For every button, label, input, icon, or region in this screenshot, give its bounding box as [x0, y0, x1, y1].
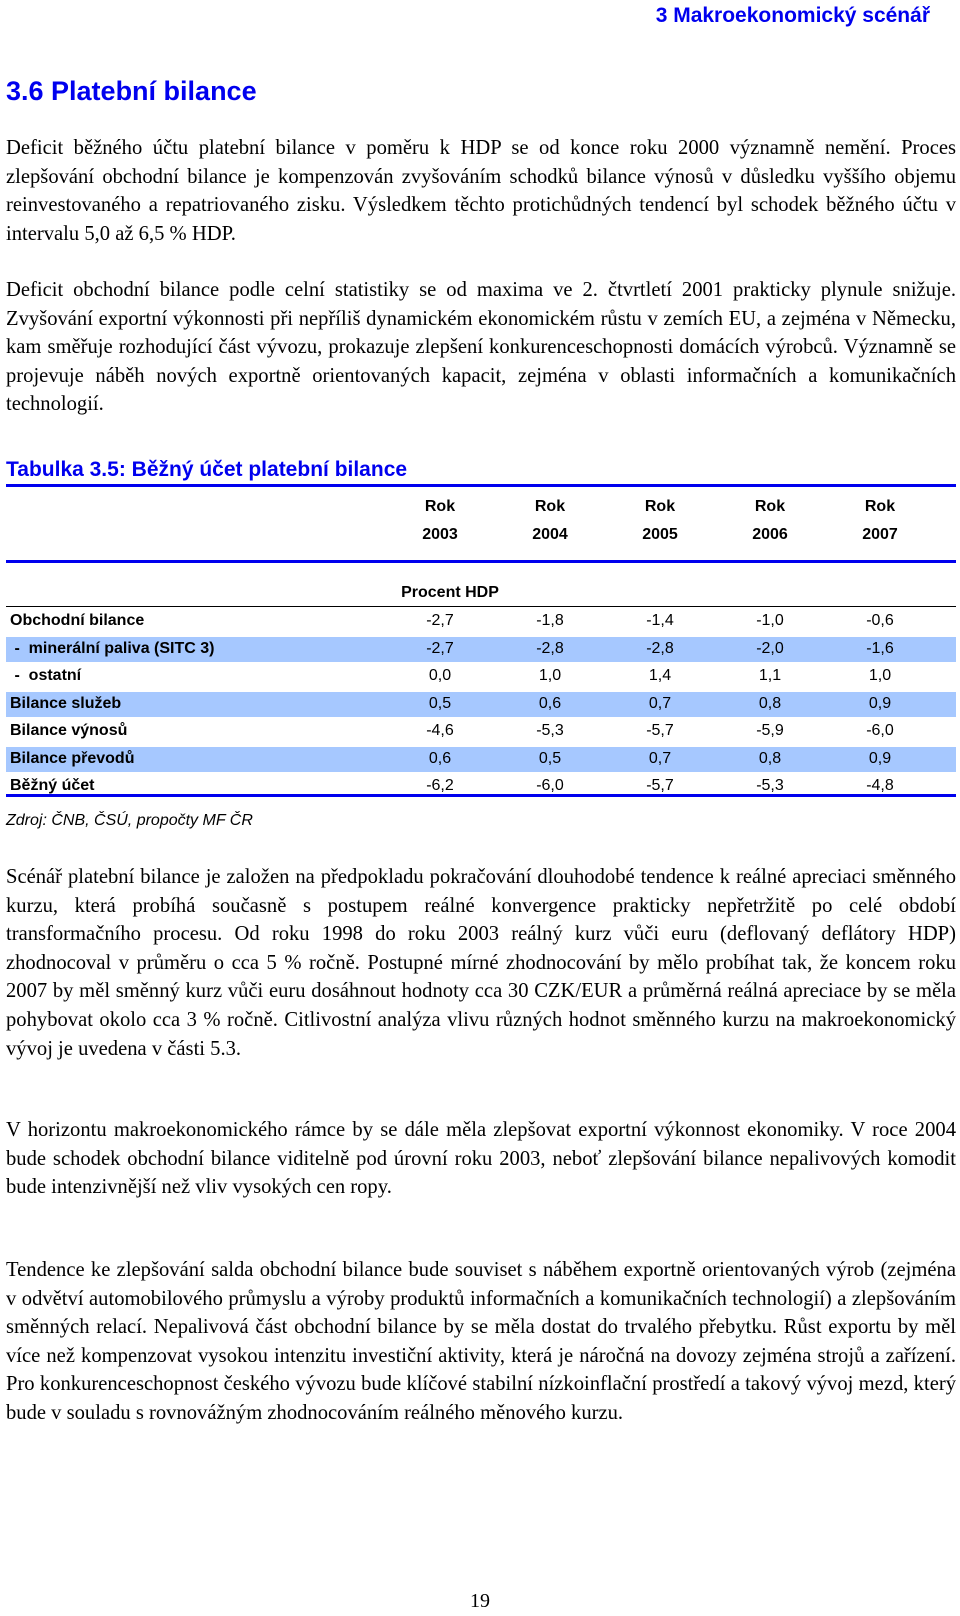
table-cell: -5,9 [756, 722, 784, 739]
table-row [6, 664, 956, 689]
table-cell: 0,6 [538, 694, 562, 712]
column-header-year: 2006 [752, 526, 788, 543]
table-cell: -1,8 [536, 612, 564, 629]
paragraph-exchange-rate: Scénář platební bilance je založen na předpokladu pokračování dlouhodobé tendence k reálné apreciaci směnného kurzu, která probíhá současně s postupem reálné konvergence prakticky nepřetržitě po celé období transformačního procesu. Od roku 1998 do roku 2003 reálný kurz vůči euru (deflovaný deflátory HDP) zhodnocoval v průměru o cca 5 % ročně. Postupné mírné zhodnocování by mělo probíhat tak, že koncem roku 2007 by měl směnný kurz vůči euru dosáhnout hodnoty cca 30 CZK/EUR a průměrná reálná apreciace by se měla pohybovat okolo cca 3 % ročně. Citlivostní analýza vlivu různých hodnot směnného kurzu na makroekonomický vývoj je uvedena v části 5.3. [6, 866, 956, 1060]
table-bottom-rule [6, 794, 956, 797]
paragraph-trade-balance: Deficit obchodní bilance podle celní statistiky se od maxima ve 2. čtvrtletí 2001 prakticky plynule snižuje. Zvyšování exportní výkonnosti při nepříliš dynamickém ekonomickém růstu v zemích EU, a zejména v Německu, kam směřuje rozhodující část vývozu, prokazuje zlepšení konkurenceschopnosti domácích výrobců. Významně se projevuje náběh nových exportně orientovaných kapacit, zejména v oblasti informačních a komunikačních technologií. [6, 279, 956, 416]
table-cell: -2,7 [426, 639, 454, 657]
row-label: Bilance převodů [10, 749, 135, 767]
table-cell: -5,7 [646, 722, 674, 739]
column-header-year: 2005 [642, 526, 678, 543]
table-cell: -5,3 [756, 777, 784, 794]
table-cell: 0,6 [428, 749, 452, 767]
table-row [6, 747, 956, 772]
table-cell: -6,0 [536, 777, 564, 794]
column-header-year: 2003 [422, 526, 458, 543]
row-label: Bilance výnosů [10, 722, 128, 739]
table-cell: 0,7 [648, 694, 672, 712]
table-row [6, 719, 956, 744]
table-cell: -1,4 [646, 612, 674, 629]
page-number: 19 [470, 1590, 490, 1612]
table-row [6, 692, 956, 717]
row-label: Běžný účet [10, 777, 95, 794]
row-label: Bilance služeb [10, 694, 122, 712]
table-cell: 0,9 [868, 749, 892, 767]
table-cell: -6,2 [426, 777, 454, 794]
table-cell: 1,0 [868, 667, 892, 684]
row-label: - ostatní [10, 667, 82, 684]
table-header-rule [6, 560, 956, 563]
column-header-label: Rok [644, 498, 676, 515]
table-row [6, 609, 956, 634]
table-cell: -6,0 [866, 722, 894, 739]
chapter-title: 3 Makroekonomický scénář [655, 4, 930, 27]
table-cell: 0,8 [758, 749, 782, 767]
table-row [6, 637, 956, 662]
table-cell: -1,6 [866, 639, 894, 657]
column-header-year: 2007 [862, 526, 898, 543]
table-unit-rule [6, 606, 956, 607]
table-cell: -5,3 [536, 722, 564, 739]
column-header-label: Rok [424, 498, 456, 515]
table-cell: -2,8 [536, 639, 564, 657]
table-cell: -4,6 [426, 722, 454, 739]
table-top-rule [6, 484, 956, 487]
table-cell: -2,8 [646, 639, 674, 657]
table-cell: 0,0 [428, 667, 452, 684]
table-cell: 0,5 [538, 749, 562, 767]
column-header-year: 2004 [532, 526, 568, 543]
table-unit-label: Procent HDP [401, 584, 499, 601]
table-cell: -5,7 [646, 777, 674, 794]
table-cell: 1,0 [538, 667, 562, 684]
column-header-label: Rok [534, 498, 566, 515]
column-header-label: Rok [864, 498, 896, 515]
row-label: Obchodní bilance [10, 612, 145, 629]
table-cell: -2,0 [756, 639, 784, 657]
paragraph-export-performance: V horizontu makroekonomického rámce by se dále měla zlepšovat exportní výkonnost ekonomiky. V roce 2004 bude schodek obchodní bilance viditelně pod úrovní roku 2003, neboť zlepšování bilance nepalivových komodit bude intenzivnější než vliv vysokých cen ropy. [6, 1119, 956, 1199]
table-cell: 0,9 [868, 694, 892, 712]
paragraph-current-account: Deficit běžného účtu platební bilance v poměru k HDP se od konce roku 2000 významně nemění. Proces zlepšování obchodní bilance je kompenzován zvyšováním schodků bilance výnosů v důsledku vyššího objemu reinvestovaného a repatriovaného zisku. Výsledkem těchto protichůdných tendencí byl schodek běžného účtu v intervalu 5,0 až 6,5 % HDP. [6, 137, 956, 245]
table-cell: 1,4 [648, 667, 672, 684]
table-cell: 1,1 [758, 667, 782, 684]
table-cell: -0,6 [866, 612, 894, 629]
column-header-label: Rok [754, 498, 786, 515]
table-cell: 0,5 [428, 694, 452, 712]
table-cell: -1,0 [756, 612, 784, 629]
section-title: 3.6 Platební bilance [6, 76, 257, 106]
table-source: Zdroj: ČNB, ČSÚ, propočty MF ČR [6, 812, 253, 829]
table-cell: -2,7 [426, 612, 454, 629]
table-cell: 0,8 [758, 694, 782, 712]
table-cell: -4,8 [866, 777, 894, 794]
row-label: - minerální paliva (SITC 3) [10, 639, 215, 657]
table-cell: 0,7 [648, 749, 672, 767]
paragraph-trade-outlook: Tendence ke zlepšování salda obchodní bilance bude souviset s náběhem exportně orientovaných výrob (zejména v odvětví automobilového průmyslu a výroby produktů informačních a komunikačních technologií) a zlepšováním směnných relací. Nepalivová část obchodní bilance by se měla dostat do trvalého přebytku. Růst exportu by měl více než kompenzovat vysokou intenzitu investiční aktivity, která je náročná na dovozy zejména strojů a zařízení. Pro konkurenceschopnost českého vývozu bude klíčové stabilní nízkoinflační prostředí a takový vývoj mezd, který bude v souladu s rovnovážným zhodnocováním reálného měnového kurzu. [6, 1259, 956, 1424]
table-title: Tabulka 3.5: Běžný účet platební bilance [6, 458, 408, 481]
